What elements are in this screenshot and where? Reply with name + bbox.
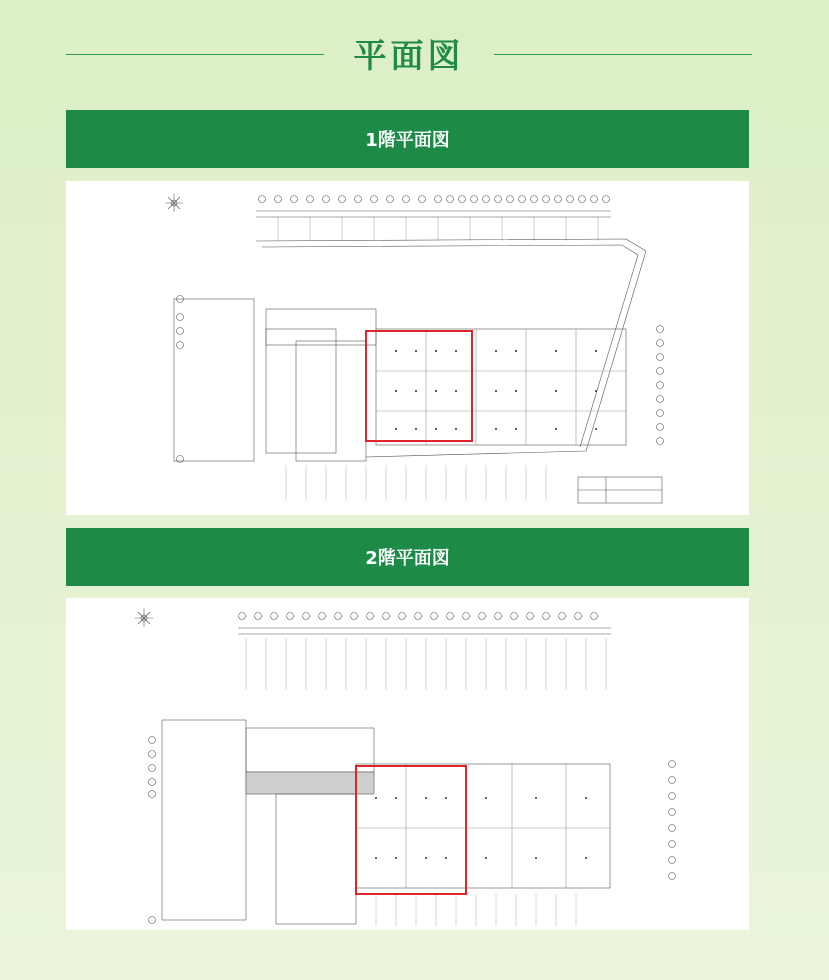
section-heading-floor-1: 1階平面図 (66, 110, 749, 168)
section-heading-floor-2: 2階平面図 (66, 528, 749, 586)
compass-icon (165, 194, 183, 212)
floor-plan-2-drawing (66, 598, 749, 930)
floor-plan-1-image (66, 181, 749, 515)
floor-plan-2-image (66, 598, 749, 930)
page-header (66, 22, 752, 82)
title-rule-right (494, 54, 752, 55)
page-title: 平面図 (353, 36, 465, 75)
leased-area-highlight-1 (366, 331, 472, 441)
compass-icon (135, 609, 153, 627)
floor-plan-1-drawing (66, 181, 749, 515)
